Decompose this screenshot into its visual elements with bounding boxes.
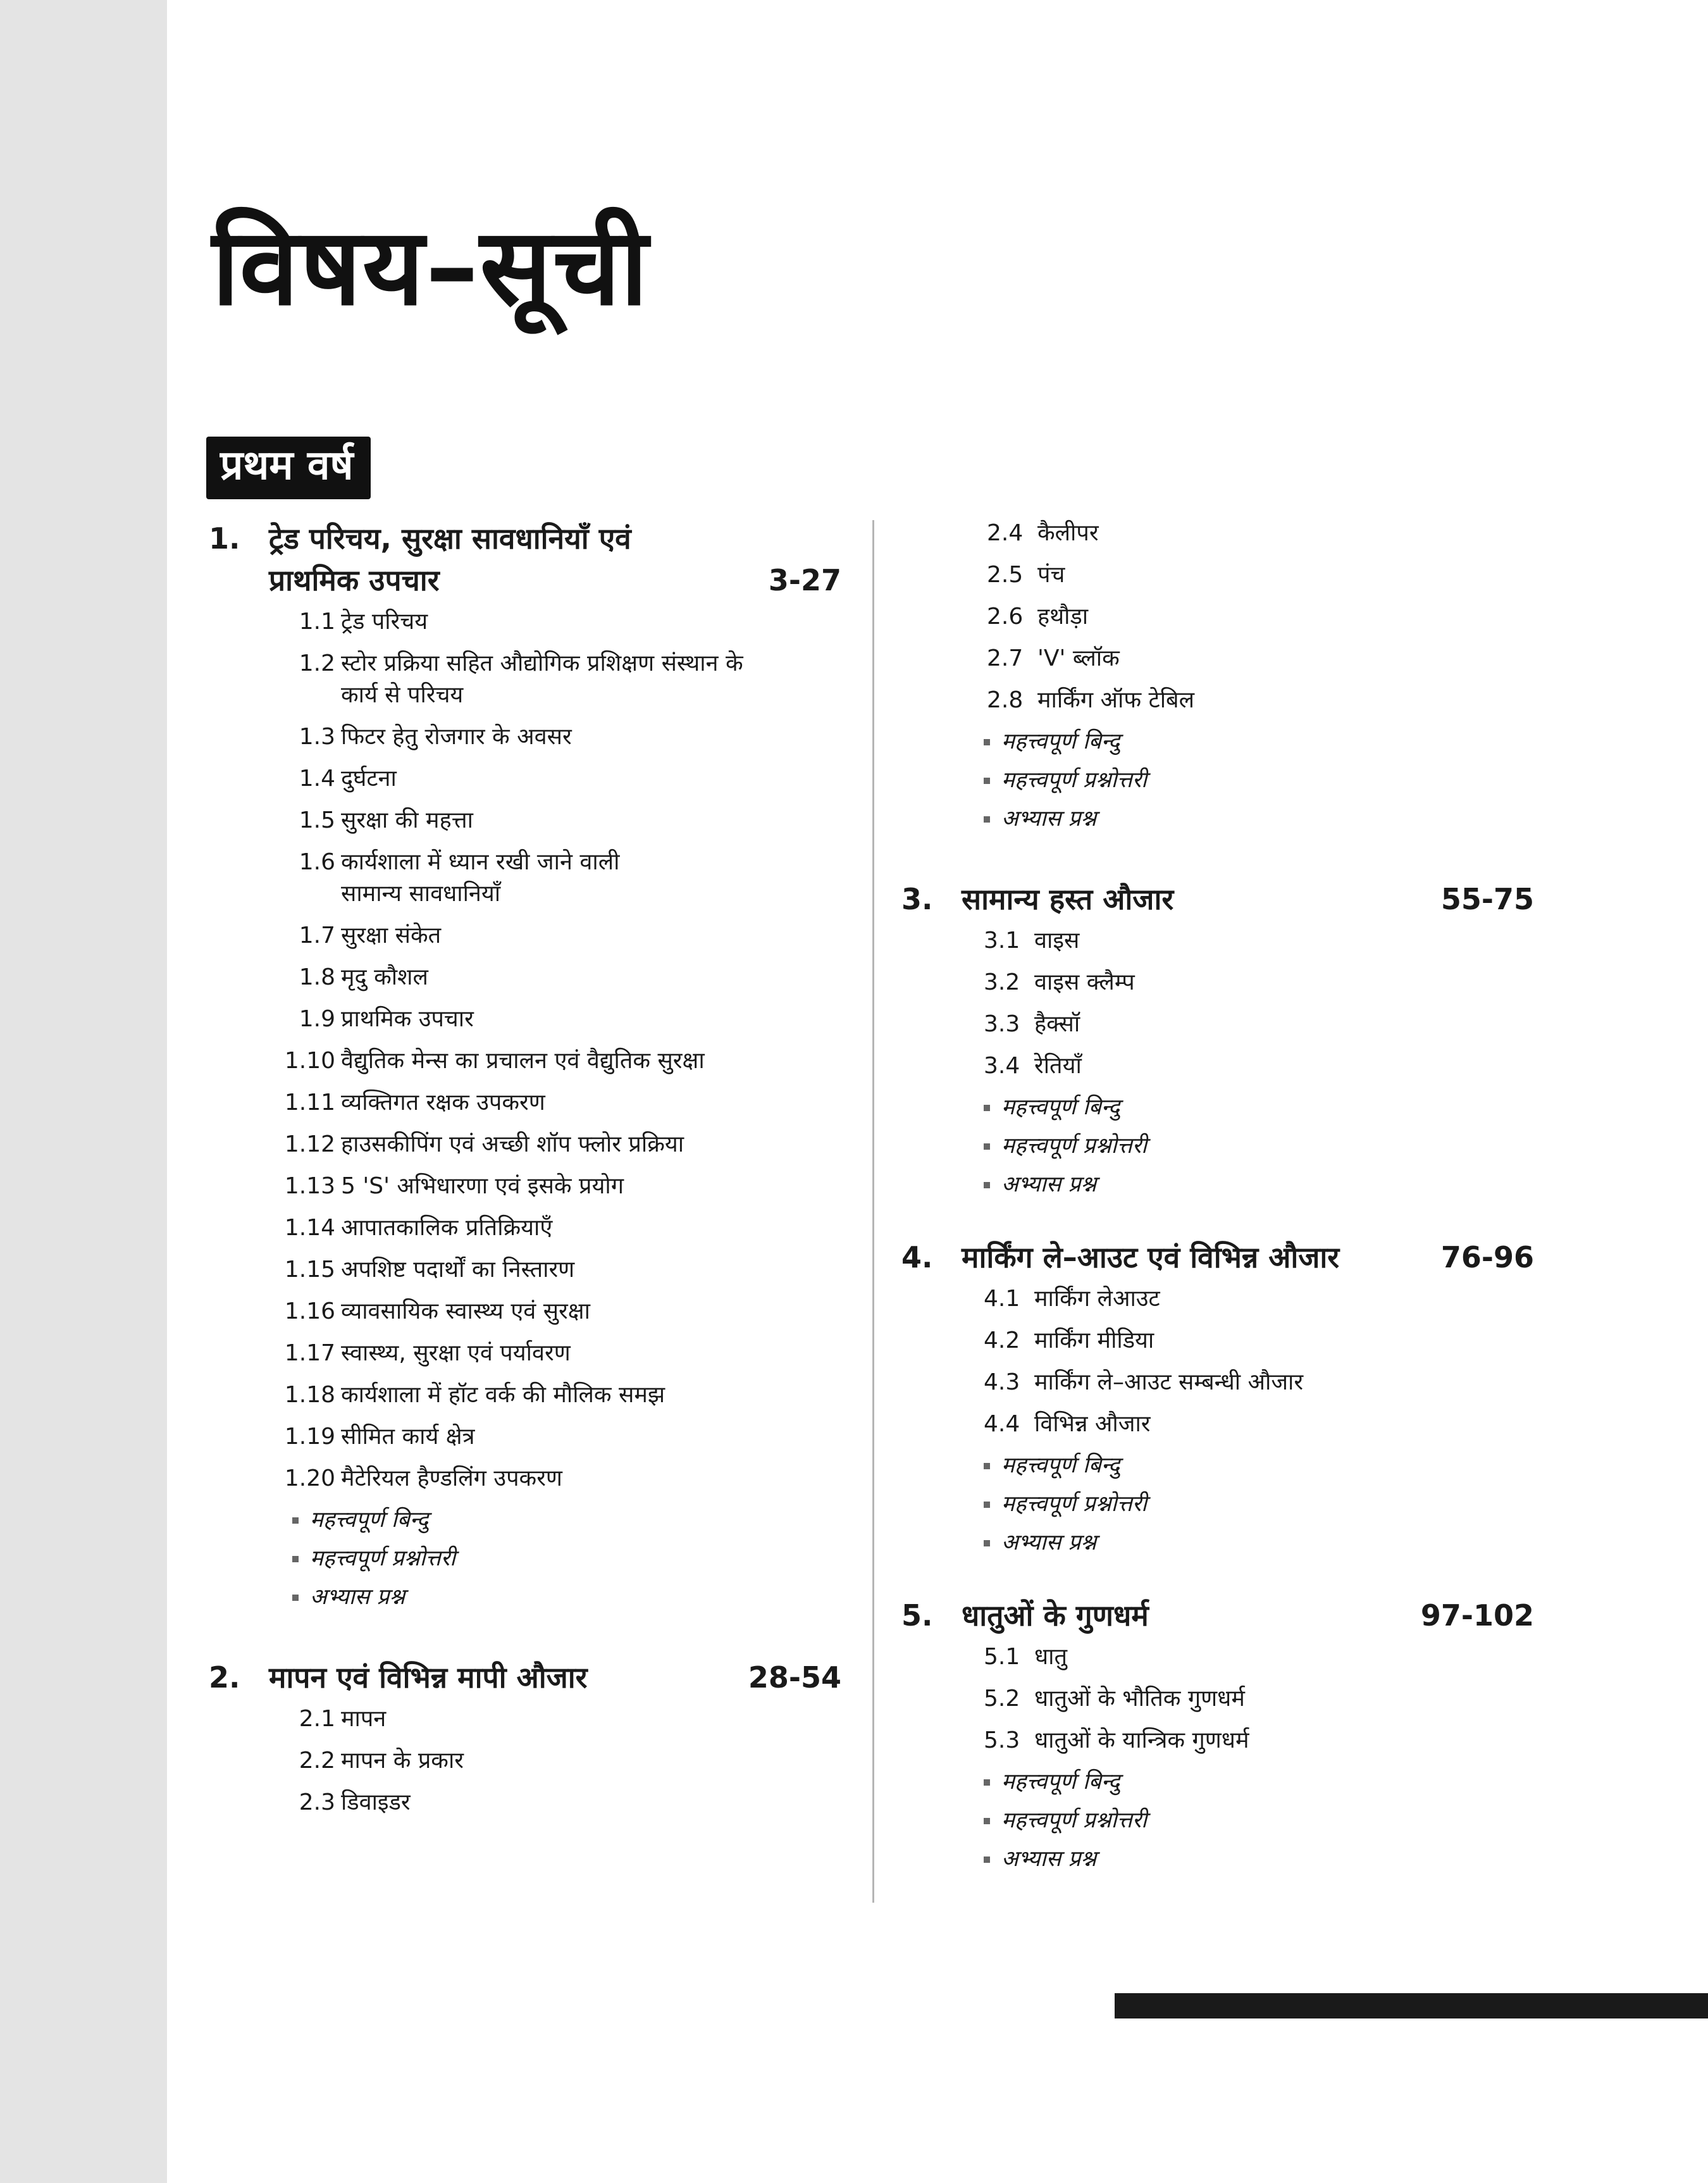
topic-title: पंच <box>1037 562 1065 588</box>
bullet-icon <box>984 1105 990 1111</box>
topic-title: आपातकालिक प्रतिक्रियाएँ <box>341 1215 553 1241</box>
extra-label: अभ्यास प्रश्न <box>1001 1172 1097 1197</box>
topic-title: कार्यशाला में हॉट वर्क की मौलिक समझ <box>341 1382 665 1408</box>
topic-number: 1.14 <box>284 1215 335 1241</box>
extra-item-important-points[interactable] <box>984 1450 1534 1481</box>
extra-item-important-points[interactable] <box>984 1767 1534 1797</box>
topic-title: व्यावसायिक स्वास्थ्य एवं सुरक्षा <box>341 1298 590 1324</box>
topic-title: कार्यशाला में ध्यान रखी जाने वाली सामान्य सावधानियाँ <box>341 849 620 907</box>
bullet-icon <box>292 1556 299 1562</box>
topic-number: 1.10 <box>284 1048 335 1074</box>
bullet-icon <box>984 1779 990 1786</box>
chapter-number: 2. <box>209 1660 240 1695</box>
topic-item[interactable] <box>278 1787 841 1819</box>
topic-item[interactable] <box>278 763 841 795</box>
bullet-icon <box>292 1595 299 1601</box>
topic-item[interactable] <box>278 1745 841 1777</box>
topic-item[interactable] <box>984 1683 1534 1715</box>
topic-number: 1.16 <box>284 1298 335 1324</box>
topic-item[interactable] <box>984 925 1534 957</box>
topic-number: 4.3 <box>984 1369 1020 1395</box>
topic-title: मापन <box>341 1706 387 1732</box>
topic-item[interactable] <box>278 721 841 753</box>
topic-item[interactable] <box>278 1212 841 1244</box>
page-title: विषय–सूची <box>212 205 650 329</box>
topic-title: ट्रेड परिचय <box>341 609 428 635</box>
topic-title: स्वास्थ्य, सुरक्षा एवं पर्यावरण <box>341 1340 571 1366</box>
topic-number: 1.9 <box>299 1006 335 1032</box>
topic-list <box>901 1641 1534 1757</box>
chapter-heading[interactable] <box>901 878 1534 920</box>
topic-number: 2.8 <box>987 687 1024 713</box>
chapter-number: 5. <box>901 1598 933 1633</box>
chapter-pages: 97-102 <box>1420 1598 1534 1633</box>
topic-item[interactable] <box>278 1463 841 1495</box>
topic-item[interactable] <box>278 1129 841 1160</box>
extra-label: महत्त्वपूर्ण बिन्दु <box>1001 729 1120 754</box>
bullet-icon <box>292 1517 299 1524</box>
topic-number: 1.3 <box>299 724 335 750</box>
topic-item[interactable] <box>984 1725 1534 1757</box>
topic-number: 1.20 <box>284 1465 335 1491</box>
topic-number: 2.7 <box>987 645 1024 671</box>
extra-label: महत्त्वपूर्ण बिन्दु <box>1001 1769 1120 1794</box>
topic-number: 1.18 <box>284 1382 335 1408</box>
topic-list <box>209 606 841 1495</box>
extra-label: महत्त्वपूर्ण प्रश्नोत्तरी <box>1001 1808 1148 1833</box>
extra-item-important-qa[interactable] <box>984 1131 1534 1161</box>
topic-title: धातुओं के यान्त्रिक गुणधर्म <box>1034 1727 1249 1753</box>
topic-item[interactable] <box>984 1409 1534 1440</box>
chapter-title: मार्किंग ले–आउट एवं विभिन्न औजार <box>962 1240 1340 1274</box>
topic-item[interactable] <box>987 601 1534 633</box>
topic-number: 3.2 <box>984 969 1020 995</box>
topic-title: वाइस क्लैम्प <box>1034 969 1135 995</box>
topic-title: धातुओं के भौतिक गुणधर्म <box>1034 1686 1245 1712</box>
topic-item[interactable] <box>987 685 1534 716</box>
topic-item[interactable] <box>278 1296 841 1328</box>
left-margin-band <box>0 0 167 2183</box>
topic-list <box>901 925 1534 1082</box>
topic-number: 1.17 <box>284 1340 335 1366</box>
topic-title: मार्किंग लेआउट <box>1034 1286 1160 1312</box>
topic-number: 4.1 <box>984 1286 1020 1312</box>
bullet-icon <box>984 1818 990 1824</box>
topic-item[interactable] <box>278 1421 841 1453</box>
extra-item-practice-questions[interactable] <box>984 1527 1534 1558</box>
chapter-title: ट्रेड परिचय, सुरक्षा सावधानियाँ एवं प्राथमिक उपचार <box>269 521 631 597</box>
bullet-icon <box>984 739 990 745</box>
topic-title: मार्किंग ले–आउट सम्बन्धी औजार <box>1034 1369 1304 1395</box>
extra-label: अभ्यास प्रश्न <box>1001 1846 1097 1872</box>
topic-item[interactable] <box>278 606 841 638</box>
chapter-title: सामान्य हस्त औजार <box>962 882 1174 916</box>
topic-item[interactable] <box>278 805 841 837</box>
topic-title: फिटर हेतु रोजगार के अवसर <box>341 724 572 750</box>
bullet-icon <box>984 778 990 784</box>
chapter-pages: 76-96 <box>1440 1240 1534 1274</box>
topic-item[interactable] <box>278 1171 841 1202</box>
topic-item[interactable] <box>987 559 1534 591</box>
chapter-2-continued <box>901 518 1534 834</box>
topic-item[interactable] <box>278 1703 841 1735</box>
extra-label: महत्त्वपूर्ण बिन्दु <box>310 1507 429 1533</box>
extra-item-important-qa[interactable] <box>984 1805 1534 1836</box>
topic-title: मापन के प्रकार <box>341 1748 464 1774</box>
topic-title: वैद्युतिक मेन्स का प्रचालन एवं वैद्युतिक सुरक्षा <box>341 1048 705 1074</box>
topic-item[interactable] <box>987 643 1534 675</box>
topic-item[interactable] <box>278 1004 841 1035</box>
bullet-icon <box>984 816 990 823</box>
topic-number: 1.6 <box>299 849 335 875</box>
topic-item[interactable] <box>278 847 632 910</box>
topic-title: कैलीपर <box>1037 520 1099 546</box>
topic-number: 1.11 <box>284 1090 335 1116</box>
topic-title: स्टोर प्रक्रिया सहित औद्योगिक प्रशिक्षण संस्थान के कार्य से परिचय <box>341 650 743 708</box>
topic-number: 2.6 <box>987 604 1024 630</box>
bullet-icon <box>984 1540 990 1546</box>
chapter-5 <box>901 1595 1534 1874</box>
topic-title: मृदु कौशल <box>341 964 428 990</box>
chapter-2 <box>209 1657 841 1819</box>
year-badge: प्रथम वर्ष <box>206 437 371 499</box>
extra-item-practice-questions[interactable] <box>292 1582 841 1612</box>
topic-title: मैटेरियल हैण्डलिंग उपकरण <box>341 1465 562 1491</box>
chapter-3 <box>901 878 1534 1200</box>
topic-item[interactable] <box>278 920 841 952</box>
extras-list <box>901 1767 1534 1874</box>
chapter-number: 3. <box>901 882 933 916</box>
topic-number: 2.1 <box>299 1706 335 1732</box>
topic-number: 3.4 <box>984 1053 1020 1079</box>
topic-list <box>901 1283 1534 1440</box>
topic-number: 1.1 <box>299 609 335 635</box>
topic-title: सीमित कार्य क्षेत्र <box>341 1424 475 1450</box>
extra-item-important-points[interactable] <box>292 1505 841 1535</box>
chapter-pages: 55-75 <box>1440 882 1534 916</box>
topic-number: 1.8 <box>299 964 335 990</box>
extra-item-important-points[interactable] <box>984 1092 1534 1123</box>
topic-item[interactable] <box>278 1379 841 1411</box>
topic-number: 5.3 <box>984 1727 1020 1753</box>
extra-label: महत्त्वपूर्ण प्रश्नोत्तरी <box>1001 768 1148 793</box>
bullet-icon <box>984 1182 990 1188</box>
chapter-heading[interactable] <box>901 1595 1534 1636</box>
topic-number: 4.2 <box>984 1328 1020 1353</box>
extra-label: महत्त्वपूर्ण बिन्दु <box>1001 1453 1120 1478</box>
topic-title: मार्किंग मीडिया <box>1034 1328 1154 1353</box>
topic-item[interactable] <box>984 1050 1534 1082</box>
extra-label: महत्त्वपूर्ण प्रश्नोत्तरी <box>1001 1133 1148 1159</box>
extras-list <box>209 1505 841 1612</box>
toc-right-column <box>901 518 1534 1911</box>
topic-title: धातु <box>1034 1644 1067 1670</box>
bullet-icon <box>984 1502 990 1508</box>
extra-item-important-qa[interactable] <box>984 765 1534 795</box>
topic-number: 1.19 <box>284 1424 335 1450</box>
topic-item[interactable] <box>278 648 746 711</box>
topic-title: व्यक्तिगत रक्षक उपकरण <box>341 1090 545 1116</box>
footer-bar <box>1115 1993 1708 2018</box>
extra-label: अभ्यास प्रश्न <box>310 1584 405 1610</box>
topic-number: 5.2 <box>984 1686 1020 1712</box>
topic-number: 1.2 <box>299 650 335 676</box>
toc-left-column <box>209 518 841 1855</box>
topic-title: सुरक्षा की महत्ता <box>341 807 473 833</box>
extra-item-practice-questions[interactable] <box>984 804 1534 834</box>
extra-label: अभ्यास प्रश्न <box>1001 1530 1097 1555</box>
extras-list <box>901 726 1534 834</box>
topic-title: डिवाइडर <box>341 1789 411 1815</box>
bullet-icon <box>984 1856 990 1863</box>
extra-item-important-points[interactable] <box>984 726 1534 757</box>
topic-number: 1.4 <box>299 766 335 792</box>
topic-number: 1.15 <box>284 1257 335 1283</box>
topic-title: 5 'S' अभिधारणा एवं इसके प्रयोग <box>341 1173 624 1199</box>
extras-list <box>901 1450 1534 1558</box>
column-divider <box>872 520 874 1903</box>
topic-list <box>901 518 1534 716</box>
topic-number: 5.1 <box>984 1644 1020 1670</box>
topic-item[interactable] <box>278 1087 841 1119</box>
topic-item[interactable] <box>987 518 1534 549</box>
chapter-heading[interactable] <box>209 1657 841 1698</box>
chapter-title: मापन एवं विभिन्न मापी औजार <box>269 1660 588 1695</box>
topic-number: 1.7 <box>299 923 335 948</box>
topic-item[interactable] <box>278 1338 841 1369</box>
chapter-title: धातुओं के गुणधर्म <box>962 1598 1149 1633</box>
topic-list <box>209 1703 841 1819</box>
topic-item[interactable] <box>984 1009 1534 1040</box>
extra-label: महत्त्वपूर्ण प्रश्नोत्तरी <box>1001 1491 1148 1517</box>
topic-title: हथौड़ा <box>1037 604 1089 630</box>
bullet-icon <box>984 1463 990 1469</box>
extra-item-important-qa[interactable] <box>984 1489 1534 1519</box>
topic-title: प्राथमिक उपचार <box>341 1006 474 1032</box>
topic-item[interactable] <box>278 1045 841 1077</box>
topic-title: 'V' ब्लॉक <box>1037 645 1120 671</box>
topic-number: 1.12 <box>284 1131 335 1157</box>
chapter-number: 1. <box>209 521 240 556</box>
chapter-pages: 28-54 <box>748 1660 841 1695</box>
topic-item[interactable] <box>984 1367 1534 1398</box>
extras-list <box>901 1092 1534 1200</box>
topic-number: 3.1 <box>984 928 1020 954</box>
topic-title: मार्किंग ऑफ टेबिल <box>1037 687 1194 713</box>
topic-item[interactable] <box>984 967 1534 998</box>
topic-title: हाउसकीपिंग एवं अच्छी शॉप फ्लोर प्रक्रिया <box>341 1131 684 1157</box>
topic-title: विभिन्न औजार <box>1034 1411 1151 1437</box>
topic-number: 1.13 <box>284 1173 335 1199</box>
chapter-1 <box>209 518 841 1612</box>
topic-number: 2.3 <box>299 1789 335 1815</box>
topic-title: रेतियाँ <box>1034 1053 1082 1079</box>
topic-item[interactable] <box>278 962 841 993</box>
topic-title: सुरक्षा संकेत <box>341 923 442 948</box>
topic-item[interactable] <box>984 1325 1534 1357</box>
topic-number: 2.5 <box>987 562 1024 588</box>
topic-item[interactable] <box>278 1254 841 1286</box>
extra-item-practice-questions[interactable] <box>984 1844 1534 1874</box>
extra-label: अभ्यास प्रश्न <box>1001 806 1097 831</box>
topic-number: 1.5 <box>299 807 335 833</box>
bullet-icon <box>984 1143 990 1150</box>
topic-item[interactable] <box>984 1283 1534 1315</box>
topic-title: अपशिष्ट पदार्थों का निस्तारण <box>341 1257 575 1283</box>
topic-number: 2.2 <box>299 1748 335 1774</box>
topic-number: 3.3 <box>984 1011 1020 1037</box>
extra-item-important-qa[interactable] <box>292 1543 841 1574</box>
extra-label: महत्त्वपूर्ण बिन्दु <box>1001 1095 1120 1120</box>
topic-number: 4.4 <box>984 1411 1020 1437</box>
chapter-pages: 3-27 <box>768 563 841 597</box>
chapter-number: 4. <box>901 1240 933 1274</box>
chapter-4 <box>901 1236 1534 1558</box>
topic-title: दुर्घटना <box>341 766 397 792</box>
topic-title: वाइस <box>1034 928 1080 954</box>
topic-item[interactable] <box>984 1641 1534 1673</box>
topic-number: 2.4 <box>987 520 1024 546</box>
topic-title: हैक्सॉ <box>1034 1011 1080 1037</box>
chapter-heading[interactable] <box>901 1236 1534 1278</box>
extra-label: महत्त्वपूर्ण प्रश्नोत्तरी <box>310 1546 456 1571</box>
extra-item-practice-questions[interactable] <box>984 1169 1534 1200</box>
chapter-heading[interactable] <box>209 518 841 601</box>
